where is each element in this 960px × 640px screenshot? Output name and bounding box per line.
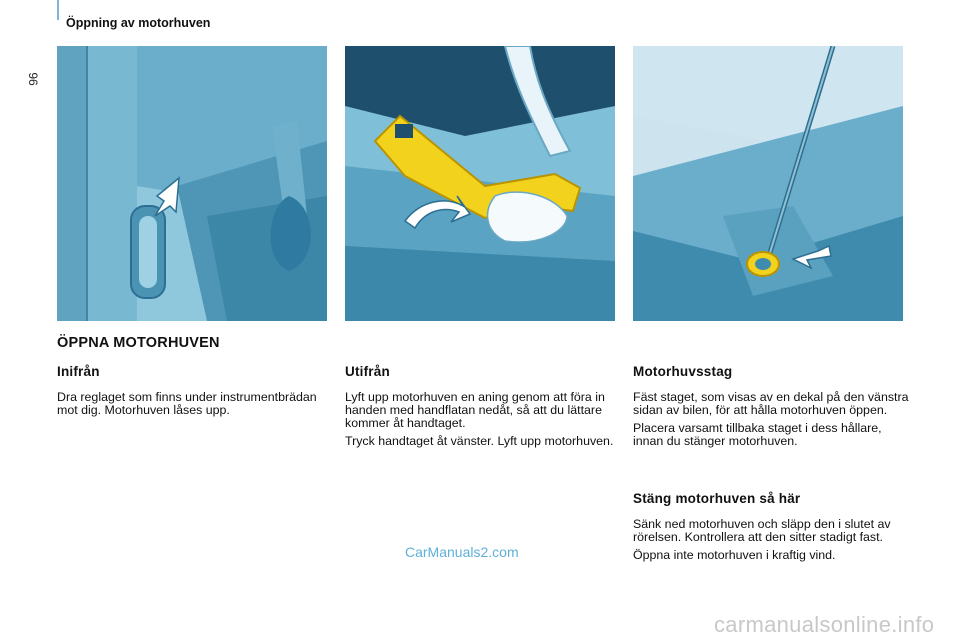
heading-bonnet-stay: Motorhuvsstag — [633, 364, 733, 379]
illustration-exterior-handle — [345, 46, 615, 321]
bonnet-stay-drawing — [633, 46, 903, 321]
heading-outside: Utifrån — [345, 364, 390, 379]
paragraph: Tryck handtaget åt vänster. Lyft upp motorhuven. — [345, 434, 614, 448]
paragraph: Dra reglaget som finns under instrumentbrädan mot dig. Motorhuven låses upp. — [57, 390, 317, 417]
paragraph: Lyft upp motorhuven en aning genom att föra in handen med handflatan nedåt, så att du lättare kommer åt handtaget. — [345, 390, 605, 430]
column-bonnet-stay — [633, 364, 913, 453]
paragraph: Placera varsamt tillbaka staget i dess hållare, innan du stänger motorhuven. — [633, 421, 882, 448]
column-inside — [57, 364, 329, 422]
watermark-link[interactable]: CarManuals2.com — [405, 544, 519, 560]
heading-close-bonnet: Stäng motorhuven så här — [633, 491, 801, 506]
exterior-handle-drawing — [345, 46, 615, 321]
paragraph: Fäst staget, som visas av en dekal på den vänstra sidan av bilen, för att hålla motorhuven öppen. — [633, 390, 909, 417]
watermark-site: carmanualsonline.info — [714, 612, 935, 637]
column-close-bonnet — [633, 491, 913, 567]
page-number: 96 — [26, 72, 40, 86]
interior-release-drawing — [57, 46, 327, 321]
heading-inside: Inifrån — [57, 364, 100, 379]
paragraph: Öppna inte motorhuven i kraftig vind. — [633, 548, 836, 562]
side-accent-bar — [57, 0, 59, 20]
section-title: ÖPPNA MOTORHUVEN — [57, 335, 220, 351]
page-header-title: Öppning av motorhuven — [66, 16, 211, 30]
column-outside — [345, 364, 617, 453]
illustration-bonnet-stay — [633, 46, 903, 321]
illustration-interior-release — [57, 46, 327, 321]
paragraph: Sänk ned motorhuven och släpp den i slutet av rörelsen. Kontrollera att den sitter stadigt fast. — [633, 517, 891, 544]
